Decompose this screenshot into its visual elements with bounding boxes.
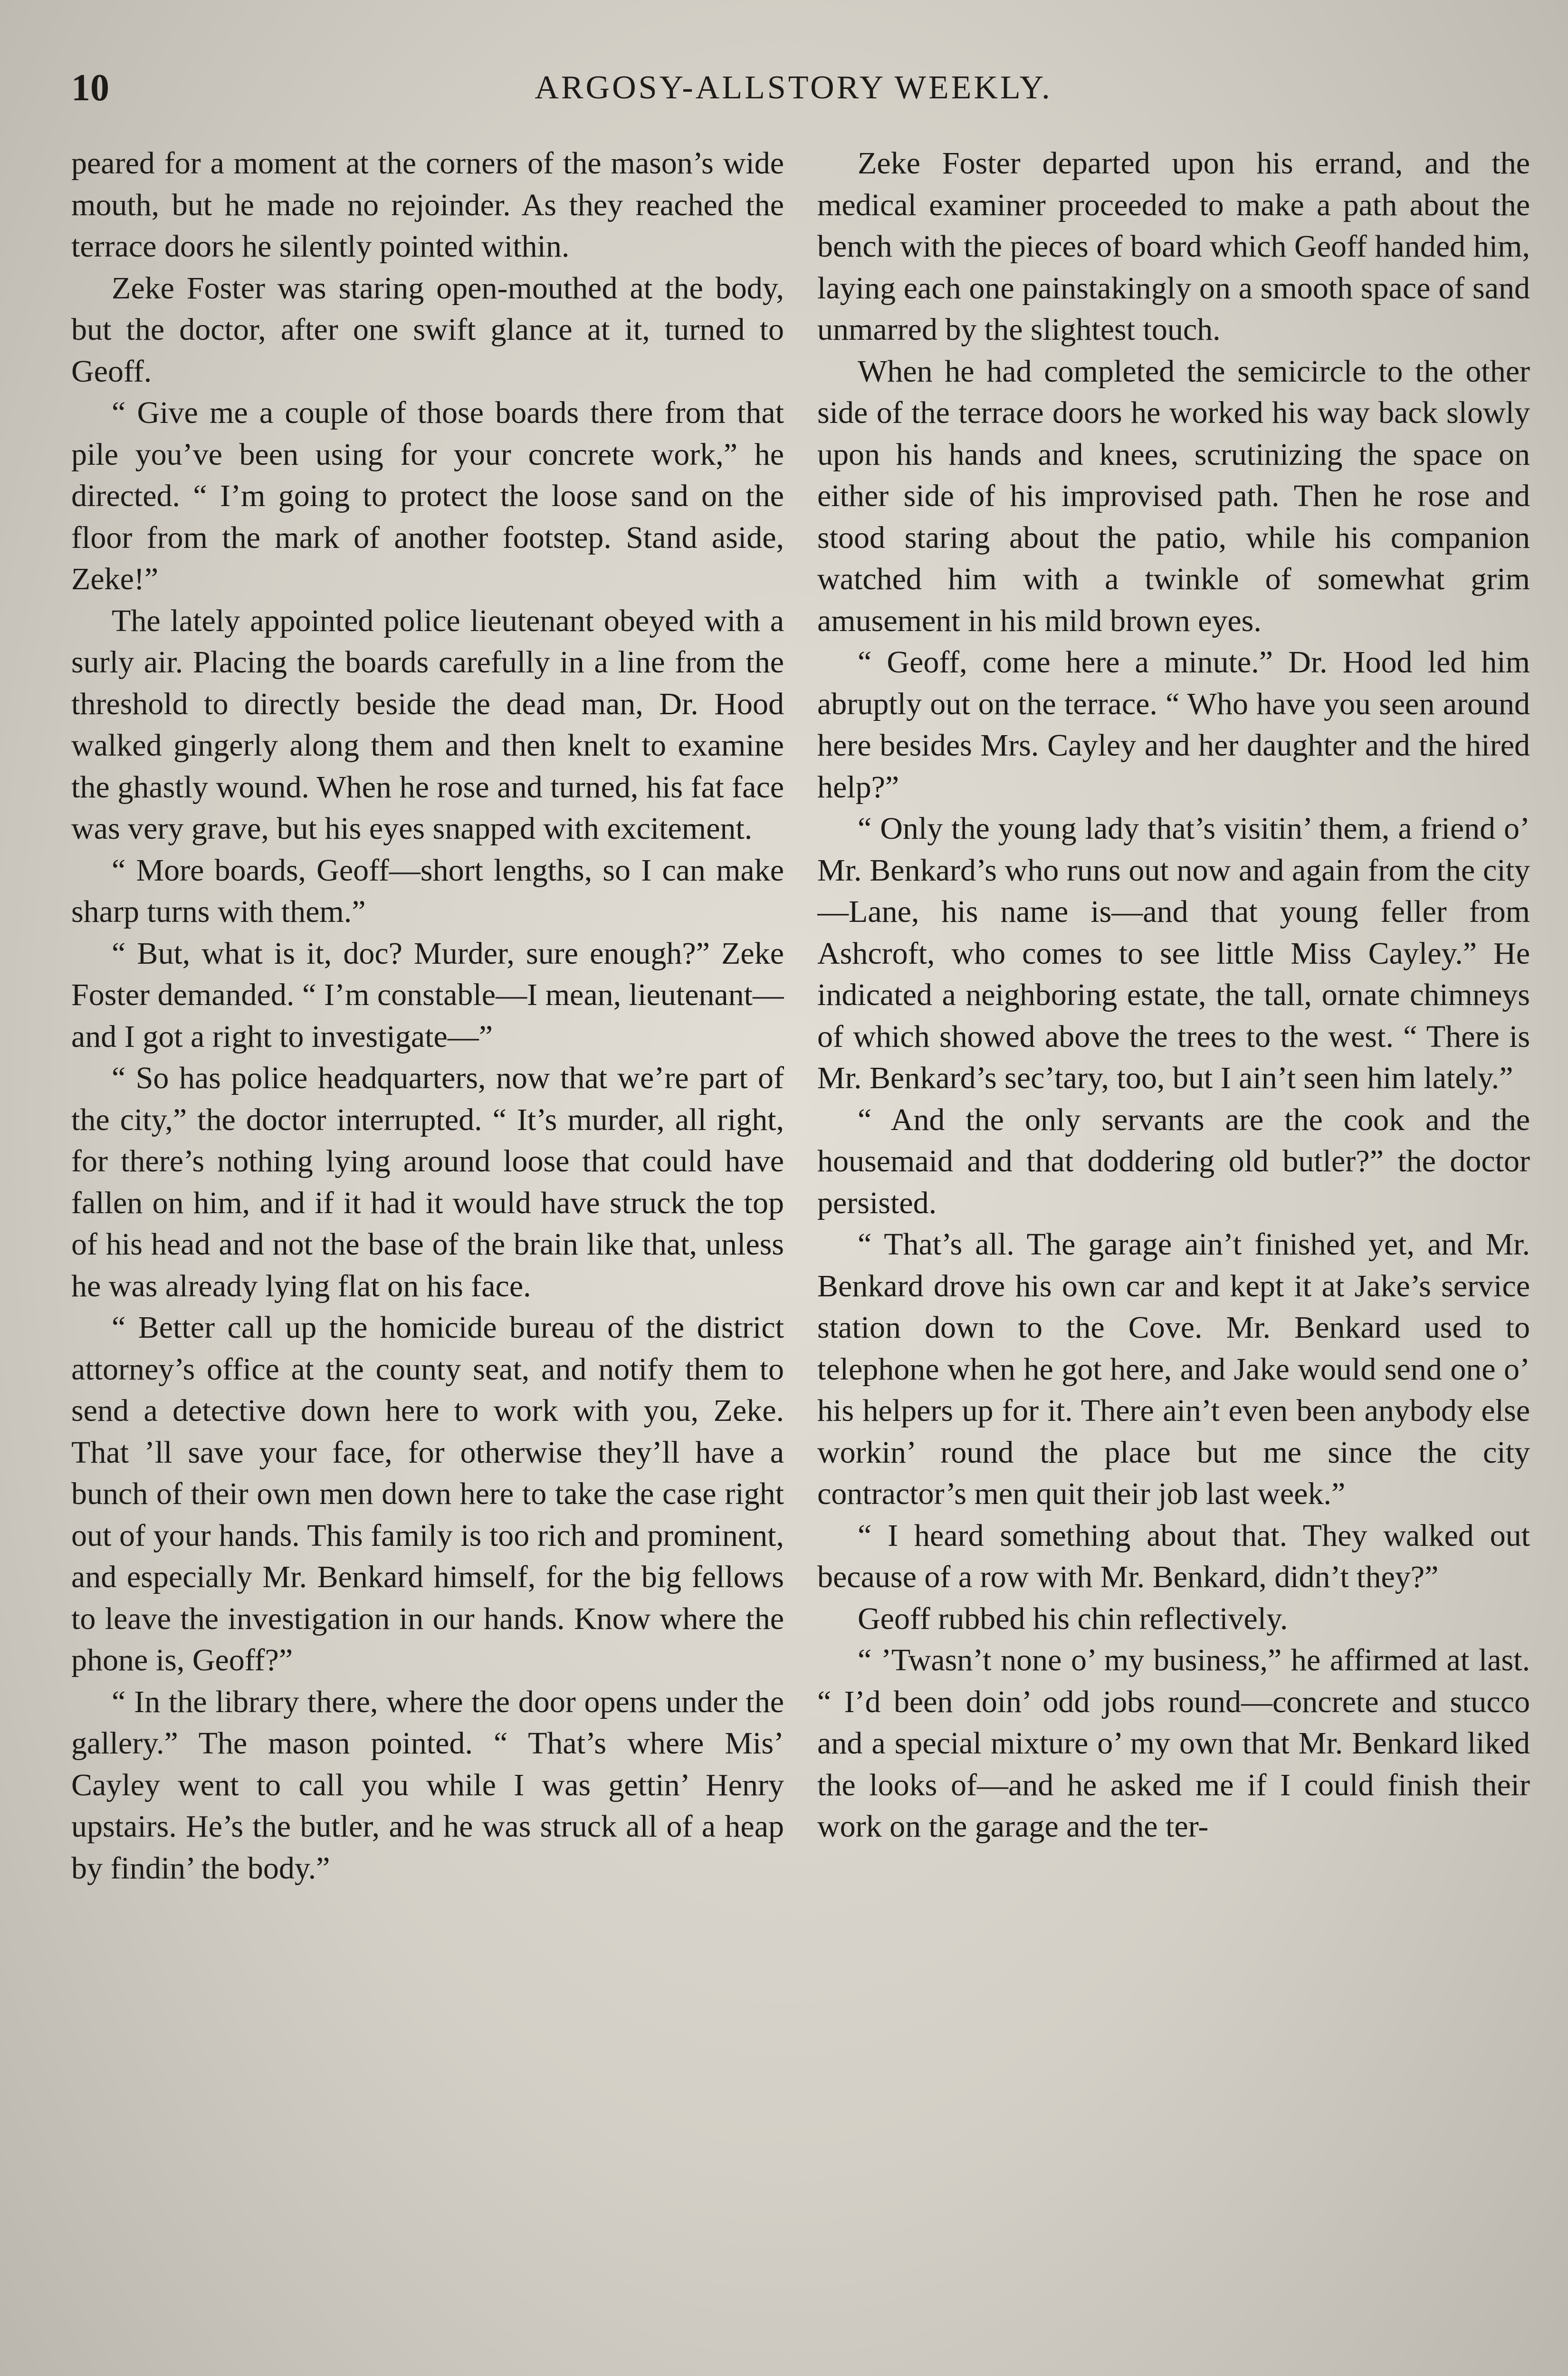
paragraph: Geoff rubbed his chin reflectively. [858,1601,1288,1636]
running-head: ARGOSY-ALLSTORY WEEKLY. [535,69,1052,106]
paragraph: “ I heard something about that. They walked out because of a row with Mr. Benkard, didn’t they?” [817,1518,1530,1594]
right-column [817,143,1530,2376]
paragraph: “ So has police headquarters, now that we’re part of the city,” the doctor interrupted. “ It’s murder, all right, for there’s nothing lying around loose that could have fallen on him, and if it had it would have struck the top of his head and not the base of the brain like that, unless he was already lying flat on his face. [71,1061,784,1303]
page-number: 10 [71,67,109,109]
paragraph: “ ’Twasn’t none o’ my business,” he affirmed at last. “ I’d been doin’ odd jobs round—concrete and stucco and a special mixture o’ my own that Mr. Benkard liked the looks of—and he asked me if I could finish their work on the garage and the ter- [817,1643,1530,1844]
page-header [67,62,1520,114]
paragraph: Zeke Foster was staring open-mouthed at the body, but the doctor, after one swift glance at it, turned to Geoff. [71,270,784,389]
paragraph: peared for a moment at the corners of the mason’s wide mouth, but he made no rejoinder. As they reached the terrace doors he silently pointed within. [71,146,784,264]
paragraph: “ Give me a couple of those boards there from that pile you’ve been using for your concrete work,” he directed. “ I’m going to protect the loose sand on the floor from the mark of another footstep. Stand aside, Zeke!” [71,395,784,596]
paragraph: “ More boards, Geoff—short lengths, so I can make sharp turns with them.” [71,853,784,929]
paragraph: “ That’s all. The garage ain’t finished yet, and Mr. Benkard drove his own car and kept it at Jake’s service station down to the Cove. Mr. Benkard used to telephone when he got here, and Jake would send one o’ his helpers up for it. There ain’t even been anybody else workin’ round the place but me since the city contractor’s men quit their job last week.” [817,1227,1530,1511]
left-column [71,143,784,2376]
paragraph: “ Geoff, come here a minute.” Dr. Hood led him abruptly out on the terrace. “ Who have you seen around here besides Mrs. Cayley and her daughter and the hired help?” [817,645,1530,805]
paragraph: Zeke Foster departed upon his errand, and the medical examiner proceeded to make a path about the bench with the pieces of board which Geoff handed him, laying each one painstakingly on a smooth space of sand unmarred by the slightest touch. [817,146,1530,347]
paragraph: “ But, what is it, doc? Murder, sure enough?” Zeke Foster demanded. “ I’m constable—I mean, lieutenant—and I got a right to investigate—” [71,936,784,1054]
paragraph: When he had completed the semicircle to the other side of the terrace doors he worked his way back slowly upon his hands and knees, scrutinizing the space on either side of his improvised path. Then he rose and stood staring about the patio, while his companion watched him with a twinkle of somewhat grim amusement in his mild brown eyes. [817,354,1530,638]
paragraph: “ Only the young lady that’s visitin’ them, a friend o’ Mr. Benkard’s who runs out now and again from the city—Lane, his name is—and that young feller from Ashcroft, who comes to see little Miss Cayley.” He indicated a neighboring estate, the tall, ornate chimneys of which showed above the trees to the west. “ There is Mr. Benkard’s sec’tary, too, but I ain’t seen him lately.” [817,811,1530,1095]
paragraph: “ In the library there, where the door opens under the gallery.” The mason pointed. “ That’s where Mis’ Cayley went to call you while I was gettin’ Henry upstairs. He’s the butler, and he was struck all of a heap by findin’ the body.” [71,1684,784,1886]
text-columns [71,143,1530,2376]
paragraph: “ And the only servants are the cook and the housemaid and that doddering old butler?” the doctor persisted. [817,1102,1530,1220]
paragraph: “ Better call up the homicide bureau of the district attorney’s office at the county seat, and notify them to send a detective down here to work with you, Zeke. That ’ll save your face, for otherwise they’ll have a bunch of their own men down here to take the case right out of your hands. This family is too rich and prominent, and especially Mr. Benkard himself, for the big fellows to leave the investigation in our hands. Know where the phone is, Geoff?” [71,1310,784,1677]
paragraph: The lately appointed police lieutenant obeyed with a surly air. Placing the boards carefully in a line from the threshold to directly beside the dead man, Dr. Hood walked gingerly along them and then knelt to examine the ghastly wound. When he rose and turned, his fat face was very grave, but his eyes snapped with excitement. [71,603,784,846]
